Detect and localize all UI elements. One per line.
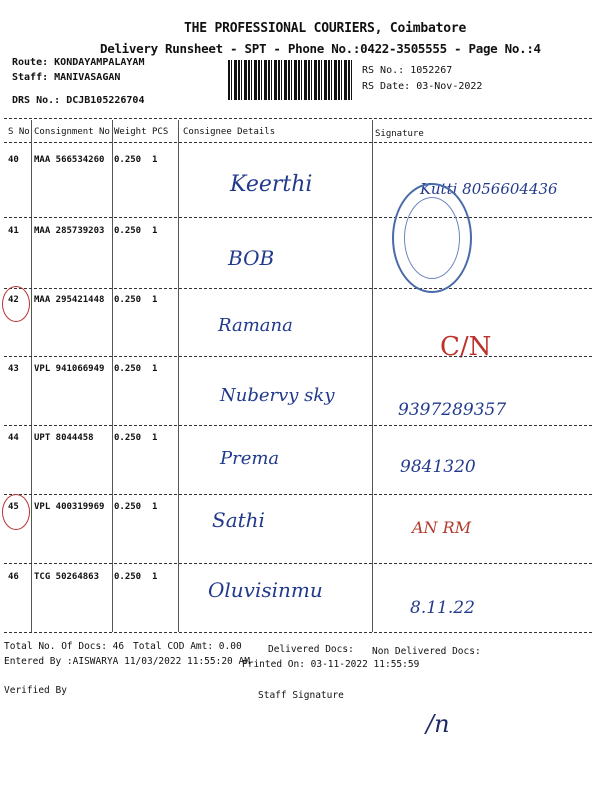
row-weight: 0.250 (114, 155, 142, 165)
non-delivered-docs: Non Delivered Docs: (372, 646, 481, 657)
company-title: THE PROFESSIONAL COURIERS, Coimbatore (184, 21, 467, 36)
col-sep-1 (31, 120, 32, 632)
col-pcs: PCS (152, 127, 169, 137)
row-sno: 41 (8, 226, 19, 236)
row-pcs: 1 (152, 572, 158, 582)
header-rule-top (4, 118, 592, 119)
bottom-scribble: /n (426, 710, 450, 738)
row-consignment: MAA 295421448 (34, 295, 105, 305)
row-signature: 9397289357 (398, 400, 507, 420)
stamp-seal-inner (404, 197, 460, 279)
row-pcs: 1 (152, 155, 158, 165)
row-consignee: Ramana (218, 315, 293, 336)
row-signature: Kutti 8056604436 (420, 180, 558, 198)
col-consignment: Consignment No (34, 127, 110, 137)
staff-line (12, 72, 120, 83)
row-rule (4, 425, 592, 426)
verified-by: Verified By (4, 685, 67, 696)
table-rule-bottom (4, 632, 592, 633)
row-sno: 42 (8, 295, 19, 305)
row-rule (4, 288, 592, 289)
row-signature: C/N (440, 332, 492, 362)
col-sep-4 (372, 120, 373, 632)
row-consignee: Keerthi (230, 172, 313, 197)
header-rule-bottom (4, 142, 592, 143)
delivered-docs: Delivered Docs: (268, 644, 354, 655)
row-sno: 45 (8, 502, 19, 512)
rs-date-label: RS Date: (362, 81, 411, 92)
row-sno: 44 (8, 433, 19, 443)
barcode (228, 60, 354, 100)
row-weight: 0.250 (114, 572, 142, 582)
runsheet-title: Delivery Runsheet - SPT - Phone No.:0422-3505555 - Page No.:4 (100, 41, 541, 56)
total-docs: Total No. Of Docs: 46 (4, 641, 125, 652)
row-pcs: 1 (152, 433, 158, 443)
col-weight: Weight (114, 127, 147, 137)
rs-no-label: RS No.: (362, 65, 405, 76)
staff-signature-label: Staff Signature (258, 690, 344, 701)
row-rule (4, 563, 592, 564)
row-weight: 0.250 (114, 433, 142, 443)
row-signature: AN RM (412, 518, 472, 537)
total-cod: Total COD Amt: 0.00 (133, 641, 242, 652)
row-weight: 0.250 (114, 226, 142, 236)
row-consignment: VPL 400319969 (34, 502, 105, 512)
row-sno: 40 (8, 155, 19, 165)
drs-line (12, 95, 144, 106)
row-consignee: BOB (228, 246, 275, 270)
row-consignment: UPT 8044458 (34, 433, 94, 443)
rs-date-value: 03-Nov-2022 (416, 81, 483, 92)
row-sno: 43 (8, 364, 19, 374)
route-line (12, 57, 144, 68)
rs-date-line (362, 81, 482, 92)
col-sno: S No (8, 127, 30, 137)
row-consignee: Nubervy sky (220, 385, 335, 406)
route-label: Route: (12, 57, 49, 68)
col-sep-3 (178, 120, 179, 632)
row-signature: 8.11.22 (410, 598, 475, 618)
col-consignee: Consignee Details (183, 127, 276, 137)
row-consignee: Prema (220, 448, 280, 469)
col-signature: Signature (375, 129, 424, 139)
row-consignment: MAA 285739203 (34, 226, 105, 236)
row-consignee: Oluvisinmu (208, 578, 323, 602)
staff-value: MANIVASAGAN (54, 72, 121, 83)
rs-no-value: 1052267 (410, 65, 453, 76)
row-consignment: MAA 566534260 (34, 155, 105, 165)
row-pcs: 1 (152, 295, 158, 305)
row-weight: 0.250 (114, 295, 142, 305)
row-rule (4, 356, 592, 357)
row-signature: 9841320 (400, 457, 476, 477)
row-pcs: 1 (152, 226, 158, 236)
row-rule (4, 217, 592, 218)
row-rule (4, 494, 592, 495)
col-sep-2 (112, 120, 113, 632)
printed-on: Printed On: 03-11-2022 11:55:59 (242, 659, 420, 670)
row-consignment: TCG 50264863 (34, 572, 100, 582)
rs-no-line (362, 65, 452, 76)
row-sno: 46 (8, 572, 19, 582)
entered-by: Entered By :AISWARYA 11/03/2022 11:55:20 AM (4, 656, 250, 667)
row-pcs: 1 (152, 364, 158, 374)
drs-value: DCJB105226704 (66, 95, 145, 106)
staff-label: Staff: (12, 72, 49, 83)
row-pcs: 1 (152, 502, 158, 512)
drs-label: DRS No.: (12, 95, 61, 106)
route-value: KONDAYAMPALAYAM (54, 57, 145, 68)
red-circle-mark (2, 286, 30, 322)
row-weight: 0.250 (114, 364, 142, 374)
red-circle-mark (2, 494, 30, 530)
row-consignee: Sathi (212, 508, 265, 532)
row-consignment: VPL 941066949 (34, 364, 105, 374)
row-weight: 0.250 (114, 502, 142, 512)
